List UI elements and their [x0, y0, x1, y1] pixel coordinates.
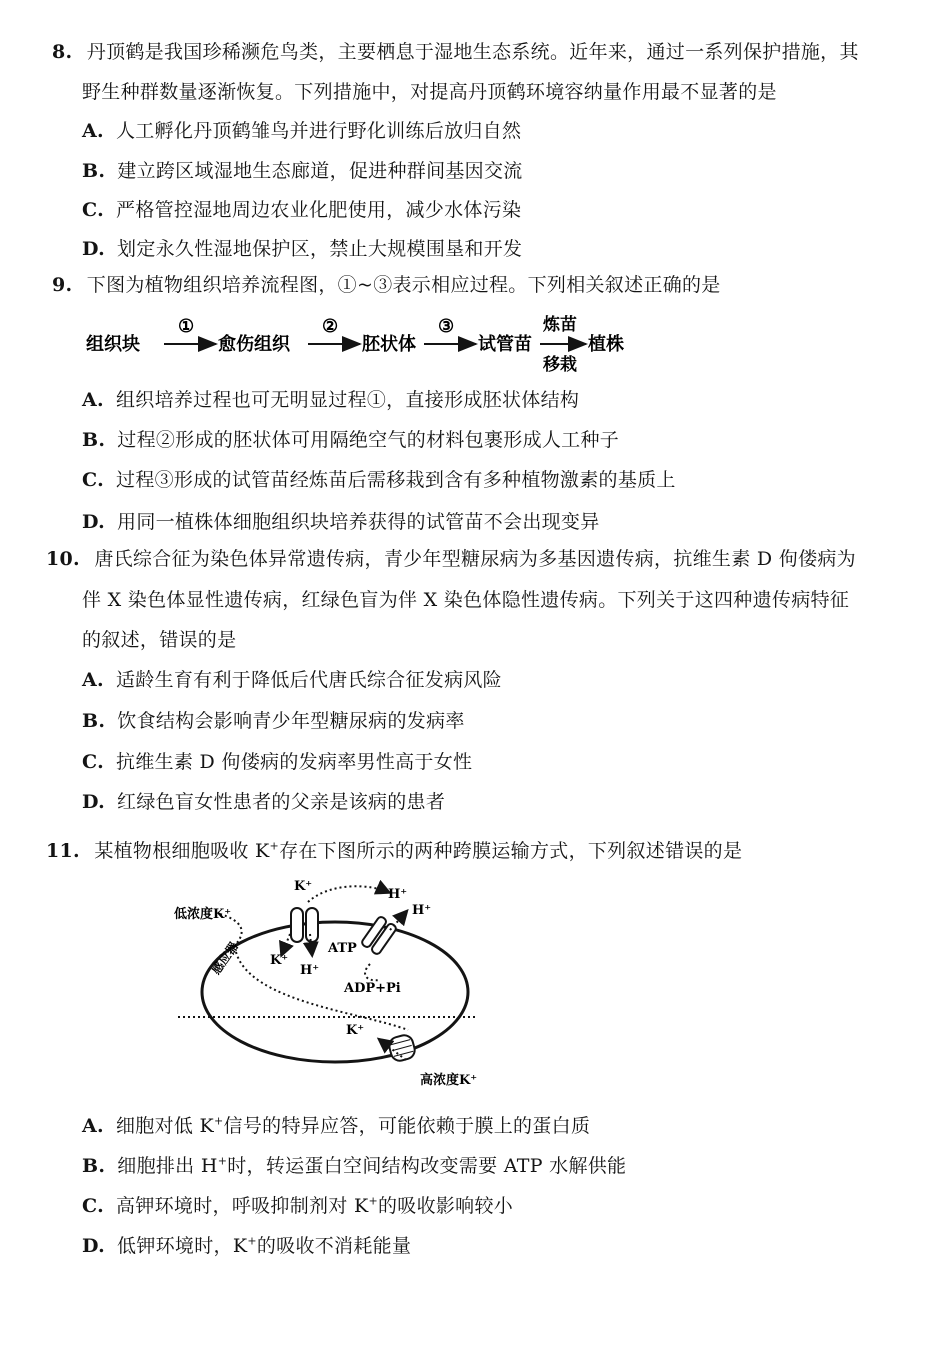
q11-option-a	[82, 1114, 590, 1138]
q10-option-a	[82, 668, 502, 692]
flow-plant: 植株	[588, 334, 624, 355]
q10-option-b-letter: B.	[82, 710, 106, 732]
q10-option-a-text: 适龄生育有利于降低后代唐氏综合征发病风险	[115, 669, 502, 691]
q8-option-a-text: 人工孵化丹顶鹤雏鸟并进行野化训练后放归自然	[115, 120, 522, 142]
q10-stem-line2: 伴 X 染色体显性遗传病，红绿色盲为伴 X 染色体隐性遗传病。下列关于这四种遗传病特征	[82, 589, 850, 611]
q8-option-c	[82, 198, 521, 222]
q11-option-d-text-b: 的吸收不消耗能量	[256, 1235, 412, 1257]
q9-option-a-letter: A.	[82, 389, 104, 411]
label-adp-pi: ADP+Pi	[344, 981, 401, 996]
proton-pump-protein	[361, 916, 398, 956]
q9-option-a	[82, 388, 579, 412]
q10-option-d-text: 红绿色盲女性患者的父亲是该病的患者	[117, 791, 446, 813]
flow-embryoid: 胚状体	[362, 334, 416, 355]
q8-stem-line1	[52, 40, 859, 64]
q11-option-b-text-a: 细胞排出 H	[117, 1155, 218, 1177]
q11-option-c-text-a: 高钾环境时，呼吸抑制剂对 K	[116, 1195, 369, 1217]
q9-option-a-text: 组织培养过程也可无明显过程①，直接形成胚状体结构	[115, 389, 580, 411]
q10-number: 10.	[46, 548, 80, 570]
q10-option-c-letter: C.	[82, 751, 105, 773]
q11-option-a-letter: A.	[82, 1115, 104, 1137]
q9-stem-text: 下图为植物组织培养流程图，①~③表示相应过程。下列相关叙述正确的是	[86, 274, 721, 296]
q11-option-b-sup: +	[217, 1154, 228, 1168]
q11-option-d	[82, 1234, 411, 1258]
q8-option-c-letter: C.	[82, 199, 105, 221]
q11-stem-text-b: 存在下图所示的两种跨膜运输方式，下列叙述错误的是	[279, 840, 743, 862]
q10-option-d-letter: D.	[82, 791, 106, 813]
q11-stem	[46, 839, 742, 863]
q10-stem-line1	[46, 547, 856, 571]
q8-option-c-text: 严格管控湿地周边农业化肥使用，减少水体污染	[116, 199, 522, 221]
q9-number: 9.	[52, 274, 73, 296]
q10-stem-text1: 唐氏综合征为染色体异常遗传病，青少年型糖尿病为多基因遗传病，抗维生素 D 佝偻病为	[94, 548, 856, 570]
q11-option-b-letter: B.	[82, 1155, 106, 1177]
q11-option-a-text-a: 细胞对低 K	[115, 1115, 215, 1137]
q9-option-c-letter: C.	[82, 469, 105, 491]
q8-stem-line2: 野生种群数量逐渐恢复。下列措施中，对提高丹顶鹤环境容纳量作用最不显著的是	[82, 81, 777, 103]
q11-option-c-letter: C.	[82, 1195, 105, 1217]
atp-hydrolysis-path	[365, 964, 380, 980]
label-h-top: H⁺	[388, 887, 408, 902]
q11-option-a-text-b: 信号的特异应答，可能依赖于膜上的蛋白质	[223, 1115, 591, 1137]
q9-option-d-letter: D.	[82, 511, 106, 533]
q8-number: 8.	[52, 41, 73, 63]
q8-option-d	[82, 237, 522, 261]
q9-stem	[52, 273, 721, 297]
q11-option-c	[82, 1194, 513, 1218]
q11-option-d-text-a: 低钾环境时，K	[117, 1235, 248, 1257]
label-low-k: 低浓度K⁺	[174, 907, 232, 922]
q11-option-c-text-b: 的吸收影响较小	[377, 1195, 514, 1217]
q9-option-c-text: 过程③形成的试管苗经炼苗后需移栽到含有多种植物激素的基质上	[116, 469, 676, 491]
q10-option-a-letter: A.	[82, 669, 104, 691]
tissue-culture-flowchart	[86, 312, 646, 374]
q10-option-b	[82, 709, 465, 733]
q9-option-b-text: 过程②形成的胚状体可用隔绝空气的材料包裹形成人工种子	[117, 429, 620, 451]
q11-option-b-text-b: 时，转运蛋白空间结构改变需要 ATP 水解供能	[227, 1155, 627, 1177]
q9-option-d	[82, 510, 600, 534]
q8-option-d-text: 划定永久性湿地保护区，禁止大规模围垦和开发	[117, 238, 523, 260]
q11-number: 11.	[46, 840, 80, 862]
label-h-in: H⁺	[300, 963, 320, 978]
label-atp: ATP	[328, 941, 357, 956]
root-cell-diagram	[170, 872, 490, 1092]
q9-option-d-text: 用同一植株体细胞组织块培养获得的试管苗不会出现变异	[117, 511, 600, 533]
flow-tissue-block: 组织块	[86, 334, 140, 355]
q10-option-c-text: 抗维生素 D 佝偻病的发病率男性高于女性	[116, 751, 473, 773]
label-k-lower: K⁺	[346, 1023, 365, 1038]
q8-option-b-text: 建立跨区域湿地生态廊道，促进种群间基因交流	[117, 160, 523, 182]
flow-test-tube-seedling: 试管苗	[478, 334, 532, 355]
q8-option-b-letter: B.	[82, 160, 106, 182]
q10-option-d	[82, 790, 445, 814]
q11-option-d-sup: +	[247, 1234, 257, 1248]
flow-hardening: 炼苗	[543, 315, 577, 335]
q10-option-c	[82, 750, 472, 774]
flow-callus: 愈伤组织	[218, 334, 290, 355]
q11-stem-text-a: 某植物根细胞吸收 K	[94, 840, 270, 862]
label-high-k: 高浓度K⁺	[420, 1073, 478, 1088]
flow-process-3: ③	[438, 316, 455, 337]
q8-stem-text1: 丹顶鹤是我国珍稀濒危鸟类，主要栖息于湿地生态系统。近年来，通过一系列保护措施，其	[86, 41, 859, 63]
q10-option-b-text: 饮食结构会影响青少年型糖尿病的发病率	[117, 710, 465, 732]
q8-option-d-letter: D.	[82, 238, 106, 260]
q11-option-b	[82, 1154, 626, 1178]
h-cycle-path	[308, 886, 388, 902]
q11-stem-sup: +	[269, 839, 280, 853]
q9-option-b-letter: B.	[82, 429, 106, 451]
label-h-right: H⁺	[412, 903, 432, 918]
label-receptor: 感应器	[209, 939, 242, 977]
q9-option-b	[82, 428, 619, 452]
q10-stem-line3: 的叙述，错误的是	[82, 629, 237, 651]
q8-option-a	[82, 119, 521, 143]
q11-option-d-letter: D.	[82, 1235, 106, 1257]
q8-option-b	[82, 159, 523, 183]
q8-option-a-letter: A.	[82, 120, 104, 142]
label-k-top: K⁺	[294, 879, 313, 894]
k-in-path	[282, 934, 290, 954]
flow-transplant: 移栽	[543, 355, 577, 374]
lower-transporter-protein	[387, 1033, 416, 1062]
q11-option-c-sup: +	[368, 1194, 378, 1208]
label-k-in: K⁺	[270, 953, 289, 968]
flow-process-2: ②	[322, 316, 339, 337]
q9-option-c	[82, 468, 676, 492]
q11-option-a-sup: +	[214, 1114, 224, 1128]
flow-process-1: ①	[178, 316, 195, 337]
